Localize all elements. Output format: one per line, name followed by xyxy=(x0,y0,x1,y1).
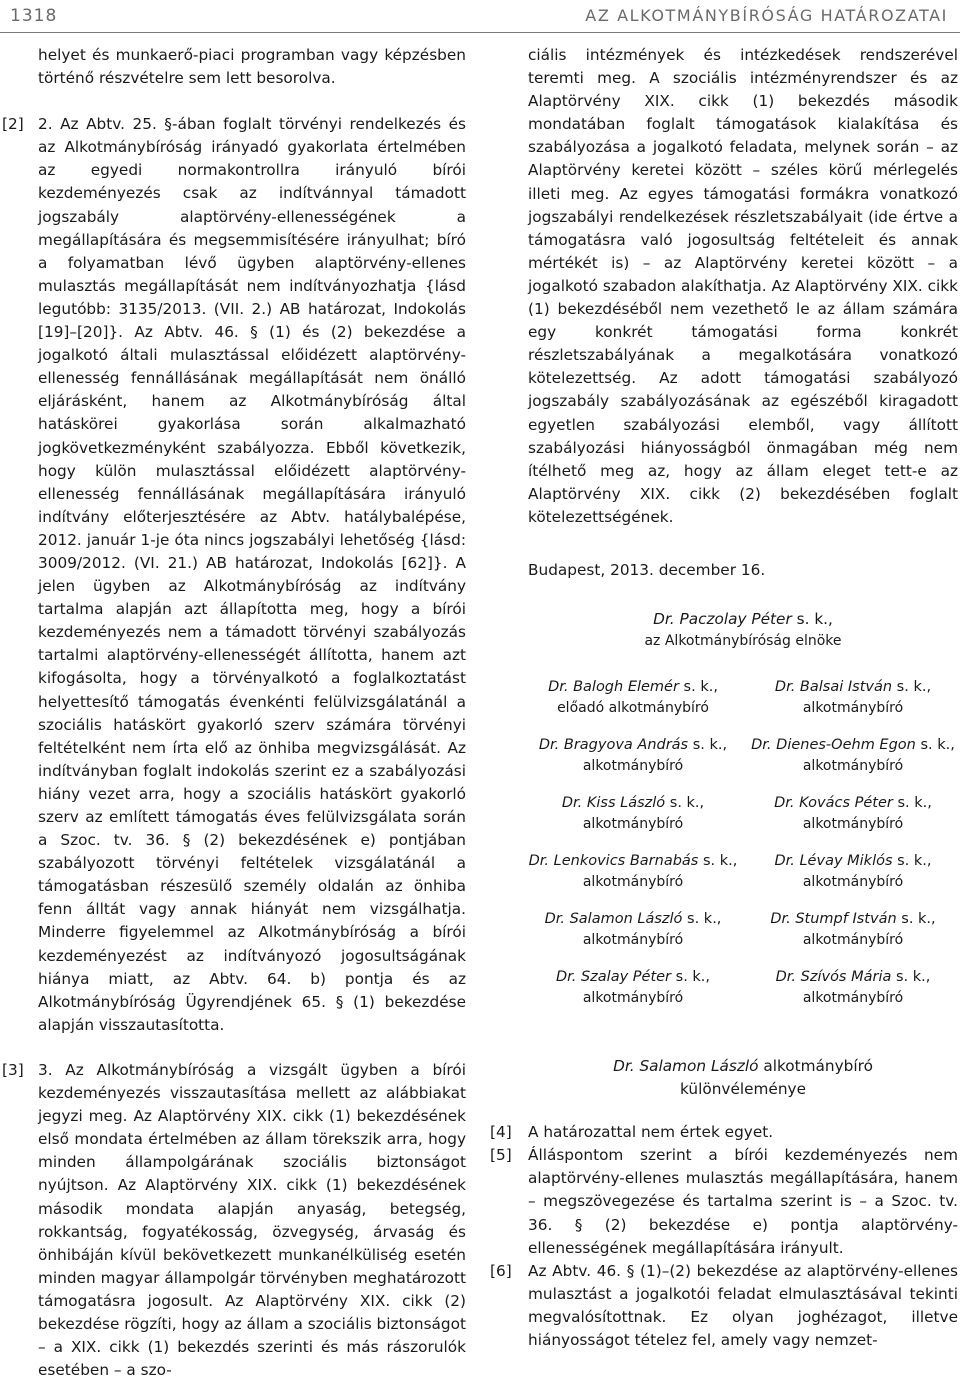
signer-suffix: s. k., xyxy=(892,795,932,812)
signer-suffix: s. k., xyxy=(682,911,722,928)
paragraph-text: Az Abtv. 46. § (1)–(2) bekezdése az alaptörvény-ellenes mulasztást a jogalkotói feladat elmulasztásával tekinti megvalósítottnak. Ez olyan joghézagot, illetve hiányosságot tételez fel, amely vagy nemzet- xyxy=(528,1261,958,1349)
signer-name: Dr. Balsai István xyxy=(774,679,893,696)
judge-signature xyxy=(748,909,958,951)
paragraph-3 xyxy=(2,1059,466,1382)
judge-signature xyxy=(528,967,738,1009)
paragraph-continued: helyet és munkaerő-piaci programban vagy képzésben történő részvételre sem lett besorolva. xyxy=(38,46,466,88)
paragraph-number: [2] xyxy=(2,115,24,134)
signer-suffix: s. k., xyxy=(896,911,936,928)
signer-suffix: s. k., xyxy=(671,969,711,986)
paragraph-number: [4] xyxy=(490,1123,512,1142)
signer-name: Dr. Szívós Mária xyxy=(775,969,892,986)
paragraph-continued: ciális intézmények és intézkedések rendszerével teremti meg. A szociális intézményrendszer és az Alaptörvény XIX. cikk (1) bekezdés második mondatában foglalt támogatások kialakítása és szabályozása a jogalkotó feladata, melynek során – az Alaptörvény keretei között – széles körű mérlegelés illeti meg. Az egyes támogatási formákra vonatkozó jogszabályi rendelkezések részletszabályait (ide értve a támogatásra való jogosultság feltételeit és annak mértékét is) – az Alaptörvény keretei között – a jogalkotó szabadon alakíthatja. Az Alaptörvény XIX. cikk (1) bekezdéséből nem vezethető le az állam számára egy konkrét támogatási forma konkrét részletszabályának a megalkotására vonatkozó kötelezettség. Az adott támogatási szabályozó jogszabály szabályozásának az egészéből kiragadott egyetlen szabályozási elemből, vagy állított szabályozási hiányosságból önmagában még nem ítélhető meg az, hogy az állam eleget tett-e az Alaptörvény XIX. cikk (2) bekezdésében foglalt kötelezettségének. xyxy=(528,46,958,526)
signer-name: Dr. Paczolay Péter xyxy=(653,610,792,629)
judge-signature xyxy=(748,851,958,893)
paragraph-number: [3] xyxy=(2,1060,24,1079)
paragraph-text: 3. Az Alkotmánybíróság a vizsgált ügyben a bírói kezdeményezés visszautasítása mellett az alábbiakat jegyzi meg. Az Alaptörvény XIX. cikk (1) bekezdésének első mondata értelmében az állam törekszik arra, hogy minden állampolgárának szociális biztonságot nyújtson. Az Alaptörvény XIX. cikk (1) bekezdésének második mondata alapján anyaság, betegség, rokkantság, fogyatékosság, özvegység, árvaság és önhibáján kívül bekövetkezett munkanélküliség esetén minden magyar állampolgár törvényben meghatározott támogatásra jogosult. Az Alaptörvény XIX. cikk (2) bekezdése rögzíti, hogy az állam a szociális biztonságot – a XIX. cikk (1) bekezdés szerinti és más rászorulók esetében – a szo- xyxy=(38,1060,466,1380)
dissent-heading xyxy=(528,1055,958,1101)
signer-suffix: s. k., xyxy=(665,795,705,812)
signer-role: alkotmánybíró xyxy=(802,874,904,891)
paragraph-number: [6] xyxy=(490,1261,512,1280)
left-column xyxy=(2,44,466,1382)
paragraph-text: 2. Az Abtv. 25. §-ában foglalt törvényi rendelkezés és az Alkotmánybíróság irányadó gyakorlata értelmében az egyedi normakontrollra irányuló bírói kezdeményezés csak az indítvánnyal támadott jogszabály alaptörvény-ellenességének a megállapítására és megsemmisítésére irányulhat; bíró a folyamatban lévő ügyben alaptörvény-ellenes mulasztás megállapítását nem indítványozhatja {lásd legutóbb: 3135/2013. (VII. 2.) AB határozat, Indokolás [19]–[20]}. Az Abtv. 46. § (1) és (2) bekezdése a jogalkotó általi mulasztással előidézett alaptörvény-ellenesség fennállásának megállapítását nem önálló eljárásként, hanem az Alkotmánybíróság által hatáskörei gyakorlása során alkalmazható jogkövetkezményként szabályozza. Ebből következik, hogy külön mulasztással előidézett alaptörvény-ellenesség fennállásának megállapítására irányuló indítvány előterjesztésére az Abtv. hatálybalépése, 2012. január 1-je óta nincs jogszabályi lehetőség {lásd: 3009/2012. (VI. 21.) AB határozat, Indokolás [62]}. A jelen ügyben az Alkotmánybíróság az indítvány tartalma alapján azt állapította meg, hogy a bírói kezdeményezés nem a támadott törvényi szabályozás tartalmi alaptörvény-ellenességét állította, hanem azt kifogásolta, hogy a törvényalkotó a foglalkoztatást helyettesítő támogatás évenkénti felülvizsgálatánál a szociális hatáskört gyakorló szerv számára törvényi feltételként nem írta elő az önhiba megvizsgálását. Az indítványban foglalt indokolás szerint ez a szabályozási hiány vezet arra, hogy a szociális hatáskört gyakorló szerv az említett támogatás éves felülvizsgálata során a Szoc. tv. 36. § (2) bekezdésének e) pontjában szabályozott törvényi feltételek vizsgálatánál a támogatásban részesülő személy oldalán az önhiba fenn álltát vagy annak hiányát nem vizsgálhatja. Minderre figyelemmel az Alkotmánybíróság a bírói kezdeményezést az indítványozó jogosultságának hiánya miatt, az Abtv. 64. b) pontja és az Alkotmánybíróság Ügyrendjének 65. § (1) bekezdése alapján visszautasította. xyxy=(38,115,466,1034)
signer-role: alkotmánybíró xyxy=(582,758,684,775)
paragraph-text: Álláspontom szerint a bírói kezdeményezés nem alaptörvény-ellenes mulasztás megállapítására, hanem – megszövegezése és tartalma szerint is – a Szoc. tv. 36. § (2) bekezdése e) pontja alaptörvény-ellenességének megállapítására irányult. xyxy=(528,1146,958,1257)
signer-suffix: s. k., xyxy=(891,969,931,986)
signer-name: Dr. Balogh Elemér xyxy=(548,679,679,696)
judge-signature xyxy=(528,677,738,719)
signer-role: alkotmánybíró xyxy=(802,990,904,1007)
signer-suffix: s. k., xyxy=(688,737,728,754)
running-title: AZ ALKOTMÁNYBÍRÓSÁG HATÁROZATAI xyxy=(585,6,948,25)
signer-name: Dr. Stumpf István xyxy=(770,911,897,928)
signer-role: alkotmánybíró xyxy=(802,816,904,833)
signer-name: Dr. Salamon László xyxy=(544,911,683,928)
paragraph-4 xyxy=(490,1121,958,1144)
paragraph-2 xyxy=(2,113,466,1037)
signer-role: alkotmánybíró xyxy=(582,990,684,1007)
paragraph-5 xyxy=(490,1144,958,1259)
signer-suffix: s. k., xyxy=(892,679,932,696)
judge-signature xyxy=(748,735,958,777)
signer-name: Dr. Lenkovics Barnabás xyxy=(528,853,699,870)
signer-name: Dr. Bragyova András xyxy=(538,737,689,754)
page-header xyxy=(0,0,960,34)
signer-name: Dr. Kovács Péter xyxy=(774,795,893,812)
signer-role: alkotmánybíró xyxy=(802,700,904,717)
signer-suffix: s. k., xyxy=(698,853,738,870)
paragraph-text: A határozattal nem értek egyet. xyxy=(528,1123,774,1142)
judge-signature xyxy=(528,735,738,777)
judge-signature xyxy=(748,793,958,835)
signer-role: alkotmánybíró xyxy=(582,816,684,833)
judge-signature xyxy=(748,677,958,719)
signer-role: előadó alkotmánybíró xyxy=(557,700,709,717)
president-signature xyxy=(528,608,958,651)
signer-role: az Alkotmánybíróság elnöke xyxy=(644,633,842,650)
right-column xyxy=(490,44,958,1352)
header-rule xyxy=(0,32,960,33)
dissent-name: Dr. Salamon László xyxy=(613,1057,759,1076)
date-line: Budapest, 2013. december 16. xyxy=(528,560,766,579)
signer-suffix: s. k., xyxy=(915,737,955,754)
dissent-role: alkotmánybíró xyxy=(758,1057,873,1076)
paragraph-6 xyxy=(490,1260,958,1352)
signer-suffix: s. k., xyxy=(892,853,932,870)
judges-signatures xyxy=(528,677,958,1009)
signer-role: alkotmánybíró xyxy=(582,932,684,949)
signer-role: alkotmánybíró xyxy=(802,758,904,775)
paragraph-number: [5] xyxy=(490,1146,512,1165)
signer-name: Dr. Dienes-Oehm Egon xyxy=(751,737,916,754)
signer-name: Dr. Kiss László xyxy=(561,795,666,812)
signer-role: alkotmánybíró xyxy=(582,874,684,891)
dissent-title: különvéleménye xyxy=(680,1080,806,1099)
judge-signature xyxy=(528,851,738,893)
page-number: 1318 xyxy=(10,6,58,26)
signer-suffix: s. k., xyxy=(678,679,718,696)
judge-signature xyxy=(528,909,738,951)
signer-role: alkotmánybíró xyxy=(802,932,904,949)
signer-name: Dr. Lévay Miklós xyxy=(774,853,893,870)
judge-signature xyxy=(528,793,738,835)
signer-suffix: s. k., xyxy=(791,610,833,629)
signer-name: Dr. Szalay Péter xyxy=(555,969,672,986)
judge-signature xyxy=(748,967,958,1009)
